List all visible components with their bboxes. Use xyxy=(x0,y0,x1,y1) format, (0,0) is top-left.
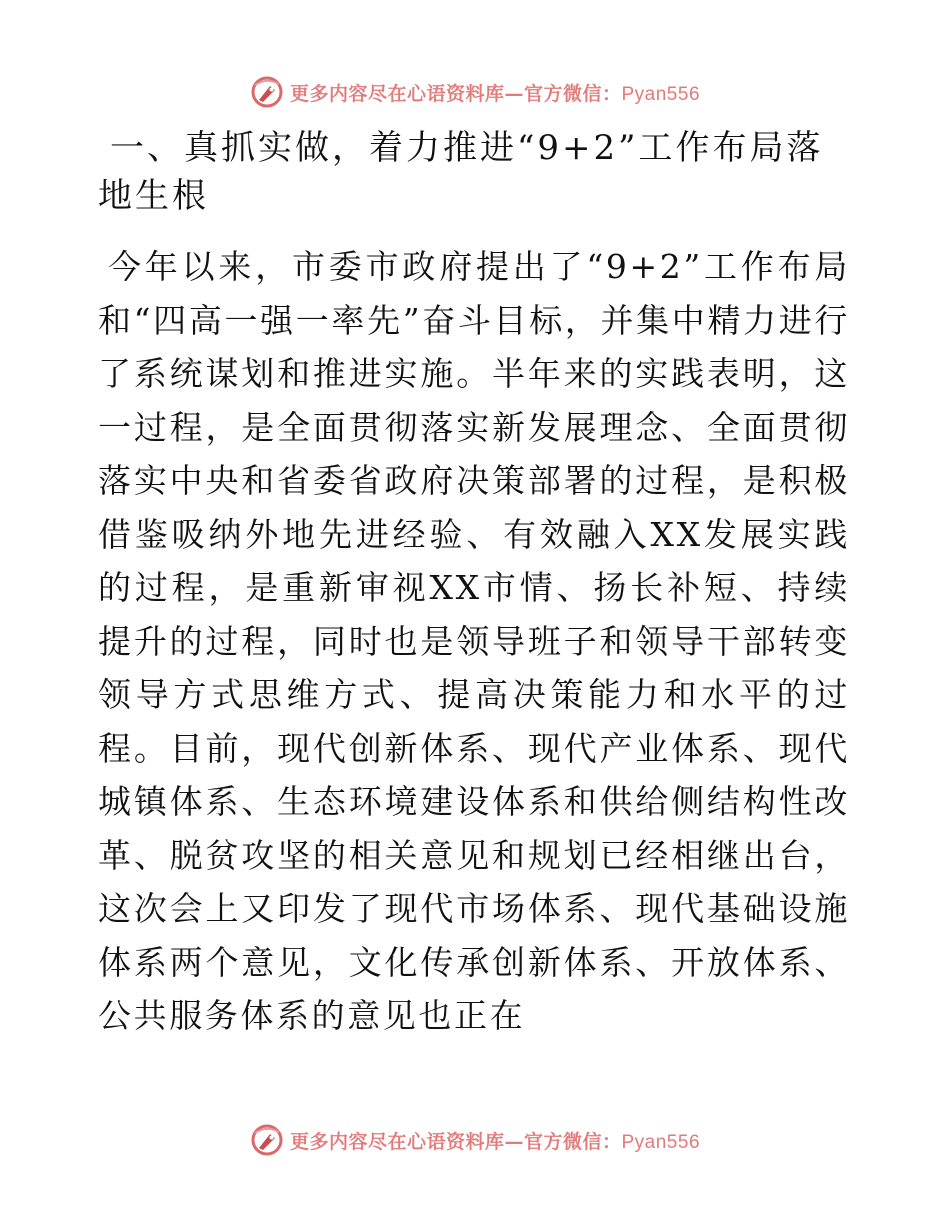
watermark-text xyxy=(290,79,700,106)
watermark-label: 更多内容尽在心语资料库—官方微信： xyxy=(289,82,622,105)
section-heading: 一、真抓实做，着力推进“9+2”工作布局落地生根 xyxy=(98,128,824,216)
footer-watermark xyxy=(0,1120,950,1160)
pen-nib-logo-icon xyxy=(250,75,284,109)
header-watermark xyxy=(0,72,950,112)
watermark-wechat-id: Pyan556 xyxy=(621,83,701,105)
document-body xyxy=(98,124,850,1043)
watermark-label: 更多内容尽在心语资料库—官方微信： xyxy=(289,1130,622,1153)
pen-nib-logo-icon xyxy=(250,1123,284,1157)
watermark-wechat-id: Pyan556 xyxy=(621,1131,701,1153)
watermark-text xyxy=(290,1127,700,1154)
body-paragraph: 今年以来，市委市政府提出了“9+2”工作布局和“四高一强一率先”奋斗目标，并集中精力进行了系统谋划和推进实施。半年来的实践表明，这一过程，是全面贯彻落实新发展理念、全面贯彻落实中央和省委省政府决策部署的过程，是积极借鉴吸纳外地先进经验、有效融入XX发展实践的过程，是重新审视XX市情、扬长补短、持续提升的过程，同时也是领导班子和领导干部转变领导方式思维方式、提高决策能力和水平的过程。目前，现代创新体系、现代产业体系、现代城镇体系、生态环境建设体系和供给侧结构性改革、脱贫攻坚的相关意见和规划已经相继出台，这次会上又印发了现代市场体系、现代基础设施体系两个意见，文化传承创新体系、开放体系、公共服务体系的意见也正在 xyxy=(98,247,850,1035)
